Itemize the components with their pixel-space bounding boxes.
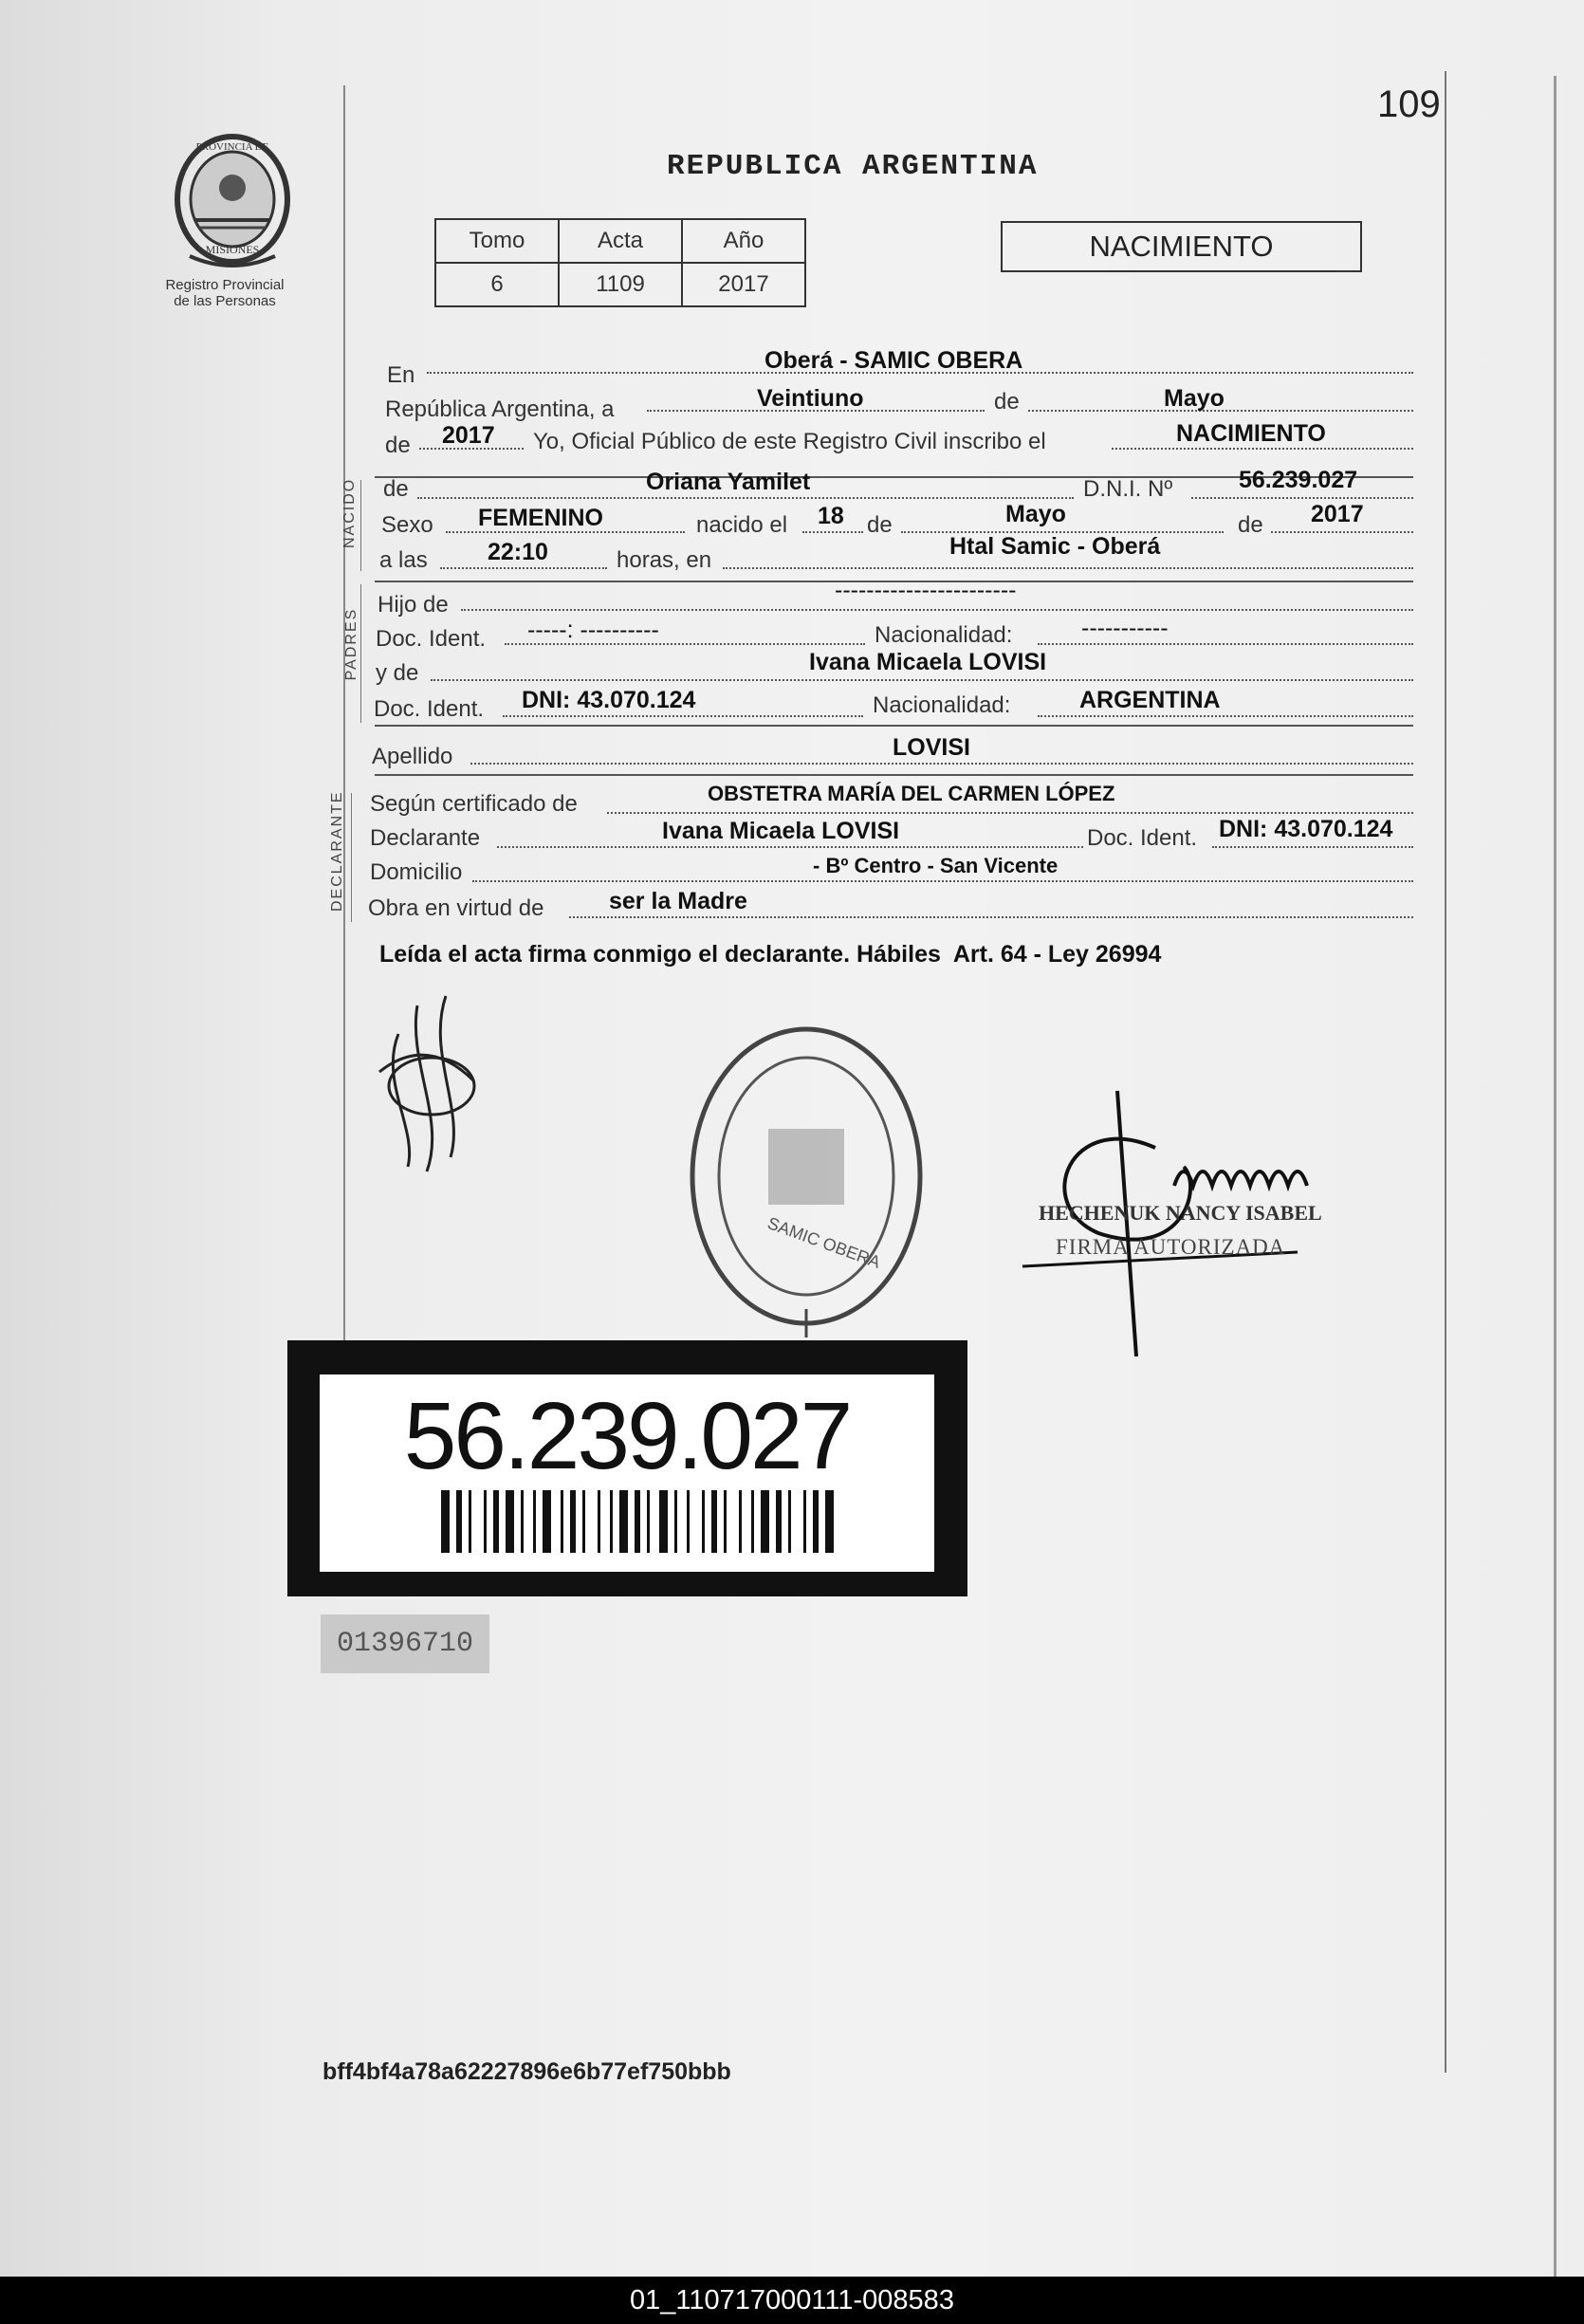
decl-line xyxy=(497,846,1083,848)
en-label: En xyxy=(387,362,415,388)
birth-month: Mayo xyxy=(1005,501,1066,527)
father-line xyxy=(461,609,1413,611)
officer-name: HECHENUK NANCY ISABEL xyxy=(1039,1201,1322,1225)
declarante-section-label: DECLARANTE xyxy=(329,790,345,912)
birth-day: 18 xyxy=(818,503,844,529)
sexo-label: Sexo xyxy=(381,512,433,538)
year-de-label: de xyxy=(385,433,411,458)
place-value: Oberá - SAMIC OBERA xyxy=(764,347,1023,374)
a-las-label: a las xyxy=(379,547,428,573)
registered-line xyxy=(1112,448,1413,450)
nacido-section-label: NACIDO xyxy=(341,477,358,548)
registry-value-acta: 1109 xyxy=(559,263,682,306)
dni-label: D.N.I. Nº xyxy=(1083,476,1173,502)
father-doc: -----: ---------- xyxy=(527,617,659,643)
father-nationality: ----------- xyxy=(1081,615,1169,641)
birth-year-line xyxy=(1271,531,1413,533)
apellido-label: Apellido xyxy=(372,744,453,769)
registry-header-tomo: Tomo xyxy=(435,219,559,263)
sexo-value: FEMENINO xyxy=(478,505,603,531)
svg-text:MISIONES: MISIONES xyxy=(205,243,260,256)
file-id-bar: 01_110717000111-008583 xyxy=(0,2277,1584,2324)
birth-day-line xyxy=(802,531,863,533)
barcode-label xyxy=(320,1374,934,1572)
cert-label: Según certificado de xyxy=(370,791,578,817)
decl-doc-label: Doc. Ident. xyxy=(1087,825,1198,851)
dni-line xyxy=(1191,497,1413,499)
padres-section-label: PADRES xyxy=(343,607,359,681)
decl-doc: DNI: 43.070.124 xyxy=(1219,816,1393,842)
cert-value: OBSTETRA MARÍA DEL CARMEN LÓPEZ xyxy=(708,782,1115,805)
month-de-label: de xyxy=(994,389,1020,415)
barcode-number: 56.239.027 xyxy=(403,1383,851,1489)
decl-value: Ivana Micaela LOVISI xyxy=(662,818,900,844)
nacido-el-label: nacido el xyxy=(696,512,788,538)
month-value: Mayo xyxy=(1164,385,1225,412)
mother-line xyxy=(431,679,1413,681)
closing-statement: Leída el acta firma conmigo el declarante. Hábiles Art. 64 - Ley 26994 xyxy=(379,941,1162,968)
mother-doc-label: Doc. Ident. xyxy=(374,696,485,722)
logo-caption xyxy=(144,277,305,309)
country-title: REPUBLICA ARGENTINA xyxy=(667,150,1039,183)
declarante-vline xyxy=(351,793,352,922)
dom-label: Domicilio xyxy=(370,859,463,885)
time-line xyxy=(440,567,607,569)
padres-vline xyxy=(360,584,361,723)
registry-value-row xyxy=(435,263,805,306)
registry-header-acta: Acta xyxy=(559,219,682,263)
birth-month-de-label: de xyxy=(867,512,893,538)
official-stamp xyxy=(673,1005,939,1347)
registry-header-anio: Año xyxy=(682,219,805,263)
horas-label: horas, en xyxy=(617,547,712,573)
nacido-de-label: de xyxy=(383,476,409,502)
right-margin-line xyxy=(1445,71,1446,2073)
stamp-city: SAMIC OBERA xyxy=(764,1213,883,1272)
logo-caption-line2: de las Personas xyxy=(174,293,276,309)
registry-table xyxy=(434,218,806,307)
birth-year-de-label: de xyxy=(1238,512,1263,538)
dom-line xyxy=(472,880,1413,882)
registry-value-anio: 2017 xyxy=(682,263,805,306)
apellido-line xyxy=(470,763,1413,765)
left-margin-line xyxy=(343,85,345,1432)
obra-label: Obra en virtud de xyxy=(368,895,544,921)
year-value: 2017 xyxy=(442,422,495,449)
cert-line xyxy=(607,812,1413,814)
act-type-box: NACIMIENTO xyxy=(1001,221,1362,272)
officer-title: FIRMA AUTORIZADA xyxy=(1056,1235,1286,1259)
far-right-edge xyxy=(1554,76,1556,2277)
mother-name: Ivana Micaela LOVISI xyxy=(809,649,1047,675)
mother-doc: DNI: 43.070.124 xyxy=(522,687,696,713)
obra-line xyxy=(569,916,1413,918)
province-logo xyxy=(152,133,313,275)
nacido-vline xyxy=(360,480,361,571)
province-seal-icon xyxy=(152,133,313,275)
registered-value: NACIMIENTO xyxy=(1176,420,1326,447)
child-dni: 56.239.027 xyxy=(1239,467,1358,493)
mother-doc-line xyxy=(503,715,863,717)
father-name: ----------------------- xyxy=(835,577,1017,603)
declarant-signature-icon xyxy=(360,977,503,1176)
father-nat-line xyxy=(1038,643,1413,645)
registry-header-row xyxy=(435,219,805,263)
decl-doc-line xyxy=(1212,846,1413,848)
serial-stamp: 01396710 xyxy=(321,1614,489,1673)
child-name: Oriana Yamilet xyxy=(646,469,811,495)
barcode-bars-icon xyxy=(441,1490,839,1553)
republic-label: República Argentina, a xyxy=(385,397,615,422)
birth-time: 22:10 xyxy=(488,539,548,565)
svg-text:PROVINCIA DE: PROVINCIA DE xyxy=(195,141,269,153)
barcode-sticker xyxy=(287,1340,967,1596)
registry-value-tomo: 6 xyxy=(435,263,559,306)
father-doc-label: Doc. Ident. xyxy=(376,626,487,652)
day-value: Veintiuno xyxy=(757,385,864,412)
declarante-top-divider xyxy=(375,774,1413,776)
apellido-value: LOVISI xyxy=(893,734,970,761)
page-number: 109 xyxy=(1377,83,1441,125)
name-line xyxy=(417,497,1074,499)
registry-stamp-icon xyxy=(673,1005,939,1347)
birth-year: 2017 xyxy=(1311,501,1364,527)
birth-place: Htal Samic - Oberá xyxy=(949,533,1161,560)
mother-nationality: ARGENTINA xyxy=(1079,687,1221,713)
birth-place-line xyxy=(723,567,1413,569)
father-nat-label: Nacionalidad: xyxy=(875,622,1013,648)
y-de-label: y de xyxy=(376,660,419,686)
document-hash: bff4bf4a78a62227896e6b77ef750bbb xyxy=(322,2058,731,2085)
mother-nat-line xyxy=(1038,715,1413,717)
decl-label: Declarante xyxy=(370,825,481,851)
officer-text: Yo, Oficial Público de este Registro Civil inscribo el xyxy=(533,429,1046,454)
logo-caption-line1: Registro Provincial xyxy=(165,277,285,293)
dom-value: - Bº Centro - San Vicente xyxy=(813,854,1059,877)
obra-value: ser la Madre xyxy=(609,888,747,914)
apellido-top-divider xyxy=(375,725,1413,727)
mother-nat-label: Nacionalidad: xyxy=(873,692,1011,718)
hijo-de-label: Hijo de xyxy=(378,592,449,618)
